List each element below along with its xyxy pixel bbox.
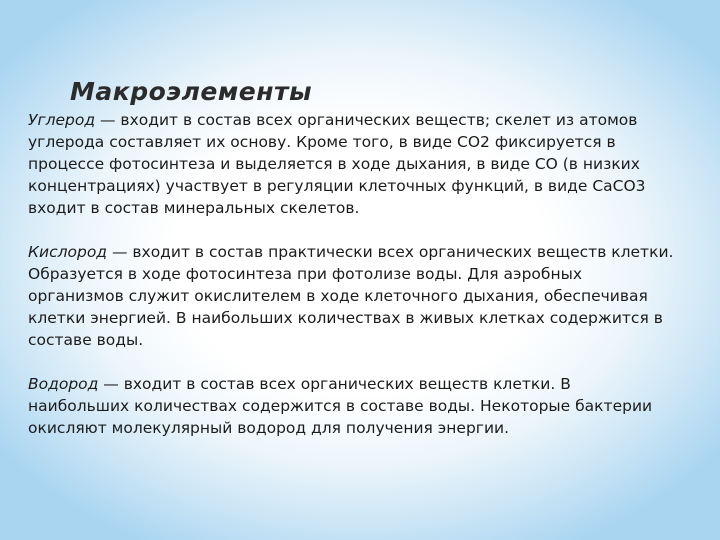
text-fragment: — входит в состав всех органических веществ клетки. В (98, 375, 571, 393)
text-line: наибольших количествах содержится в составе воды. Некоторые бактерии (28, 397, 653, 415)
text-line: Образуется в ходе фотосинтеза при фотолизе воды. Для аэробных (28, 265, 582, 283)
slide-body (28, 109, 708, 461)
term-hydrogen: Водород (28, 375, 99, 393)
paragraph-hydrogen (28, 373, 708, 439)
text-fragment: — входит в состав практически всех органических веществ клетки. (107, 243, 674, 261)
text-line: клетки энергией. В наибольших количествах в живых клетках содержится в (28, 309, 663, 327)
text-line: входит в состав минеральных скелетов. (28, 199, 360, 217)
term-oxygen: Кислород (28, 243, 108, 261)
text-line: составе воды. (28, 331, 144, 349)
paragraph-carbon (28, 109, 708, 219)
text-line: углерода составляет их основу. Кроме того, в виде СО2 фиксируется в (28, 133, 616, 151)
text-line: концентрациях) участвует в регуляции клеточных функций, в виде СаСО3 (28, 177, 646, 195)
text-line: организмов служит окислителем в ходе клеточного дыхания, обеспечивая (28, 287, 648, 305)
text-fragment: — входит в состав всех органических веществ; скелет из атомов (95, 111, 638, 129)
text-line (28, 373, 708, 395)
text-line: окисляют молекулярный водород для получения энергии. (28, 419, 510, 437)
text-line: процессе фотосинтеза и выделяется в ходе дыхания, в виде СО (в низких (28, 155, 640, 173)
paragraph-oxygen (28, 241, 708, 351)
text-line (28, 241, 708, 263)
slide-title: Макроэлементы (70, 77, 313, 106)
term-carbon: Углерод (28, 111, 96, 129)
text-line (28, 109, 708, 131)
